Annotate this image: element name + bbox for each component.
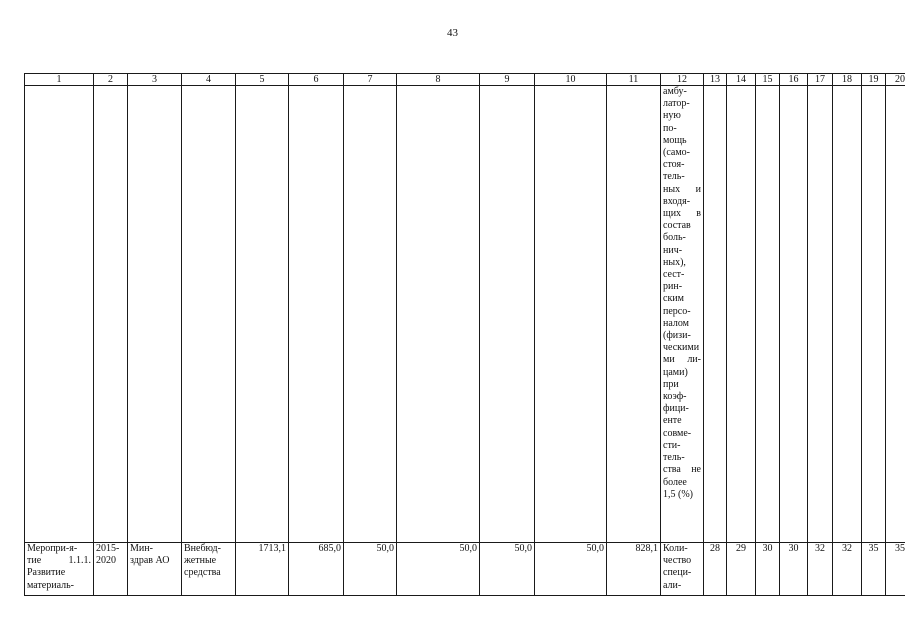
period-cell: [94, 543, 128, 596]
continuation_col12_lines-line: совме-: [663, 427, 692, 439]
column-number-19: 19: [862, 74, 886, 86]
column-number-row: [25, 74, 905, 86]
value-col-8: 50,0: [397, 543, 480, 596]
continuation_col12_lines-line: по-: [663, 122, 677, 134]
indicator-continuation: [661, 86, 704, 543]
row-indicator_lines-line: Коли-: [663, 543, 688, 554]
page-number: 43: [447, 27, 458, 39]
program-table: [24, 73, 905, 596]
value-col-11: 828,1: [607, 543, 661, 596]
value-col-6: 685,0: [289, 543, 344, 596]
cont-col-1: [25, 86, 94, 543]
continuation_col12_lines-line: енте: [663, 415, 682, 427]
funding-source-cell: [182, 543, 236, 596]
cont-col-3: [128, 86, 182, 543]
cont-col-11: [607, 86, 661, 543]
row-name_lines-line: тие 1.1.1.: [27, 555, 91, 567]
cont-col-13: [704, 86, 727, 543]
cont-col-15: [756, 86, 780, 543]
continuation_col12_lines-line: латор-: [663, 98, 690, 110]
continuation_col12_lines-line: более: [663, 476, 687, 488]
column-number-9: 9: [480, 74, 535, 86]
continuation_col12_lines-line: нич-: [663, 244, 683, 256]
target-col-14: 29: [727, 543, 756, 596]
cont-col-10: [535, 86, 607, 543]
target-col-18: 32: [833, 543, 862, 596]
indicator-cell: [661, 543, 704, 596]
continuation_col12_lines-line: (физи-: [663, 330, 691, 342]
target-col-13: 28: [704, 543, 727, 596]
column-number-13: 13: [704, 74, 727, 86]
continuation_col12_lines-line: коэф-: [663, 391, 687, 403]
cont-col-8: [397, 86, 480, 543]
value-col-10: 50,0: [535, 543, 607, 596]
continuation_col12_lines-line: ским: [663, 293, 684, 305]
target-col-17: 32: [808, 543, 833, 596]
value-col-9: 50,0: [480, 543, 535, 596]
cont-col-6: [289, 86, 344, 543]
continuation_col12_lines-line: 1,5 (%): [663, 488, 693, 500]
continuation_col12_lines-line: ческими: [663, 342, 700, 354]
column-number-1: 1: [25, 74, 94, 86]
continuation_col12_lines-line: состав: [663, 220, 691, 232]
cont-col-20: [886, 86, 905, 543]
continuation_col12_lines-line: цами): [663, 366, 688, 378]
measure-name-cell: [25, 543, 94, 596]
row-period_lines-line: 2015-: [96, 543, 120, 554]
continuation_col12_lines-line: боль-: [663, 232, 686, 244]
target-col-16: 30: [780, 543, 808, 596]
row-indicator_lines-line: специ-: [663, 567, 692, 579]
continuation_col12_lines-line: сест-: [663, 269, 685, 281]
row-period_lines-line: 2020: [96, 555, 116, 567]
cont-col-4: [182, 86, 236, 543]
column-number-10: 10: [535, 74, 607, 86]
column-number-3: 3: [128, 74, 182, 86]
column-number-2: 2: [94, 74, 128, 86]
continuation_col12_lines-line: тель-: [663, 171, 685, 183]
target-col-19: 35: [862, 543, 886, 596]
continuation_col12_lines-line: фици-: [663, 403, 689, 415]
cont-col-19: [862, 86, 886, 543]
continuation_col12_lines-line: при: [663, 378, 679, 390]
continuation_col12_lines-line: налом: [663, 317, 690, 329]
row-executor_lines-line: Мин-: [130, 543, 153, 554]
column-number-12: 12: [661, 74, 704, 86]
continuation_col12_lines-line: мощь: [663, 134, 687, 146]
continuation_col12_lines-line: ства не: [663, 464, 701, 476]
continuation_col12_lines-line: ми ли-: [663, 354, 701, 366]
continuation_col12_lines-line: ную: [663, 110, 681, 122]
measure-row: [25, 543, 905, 596]
continuation_col12_lines-line: тель-: [663, 452, 685, 464]
cont-col-16: [780, 86, 808, 543]
row-name_lines-line: материаль-: [27, 579, 75, 591]
continuation_col12_lines-line: стоя-: [663, 159, 685, 171]
cont-col-9: [480, 86, 535, 543]
column-number-17: 17: [808, 74, 833, 86]
continuation_col12_lines-line: (само-: [663, 147, 690, 159]
column-number-11: 11: [607, 74, 661, 86]
continuation_col12_lines-line: входя-: [663, 195, 691, 207]
row-source_lines-line: Внебюд-: [184, 543, 221, 554]
column-number-20: 20: [886, 74, 905, 86]
cont-col-2: [94, 86, 128, 543]
executor-cell: [128, 543, 182, 596]
target-col-20: 35: [886, 543, 905, 596]
value-col-5: 1713,1: [236, 543, 289, 596]
column-number-6: 6: [289, 74, 344, 86]
column-number-15: 15: [756, 74, 780, 86]
row-source_lines-line: жетные: [184, 555, 217, 567]
cont-col-18: [833, 86, 862, 543]
cont-col-17: [808, 86, 833, 543]
row-indicator_lines-line: чество: [663, 555, 692, 567]
continuation_col12_lines-line: ных),: [663, 256, 686, 268]
value-col-7: 50,0: [344, 543, 397, 596]
continuation_col12_lines-line: персо-: [663, 305, 691, 317]
column-number-5: 5: [236, 74, 289, 86]
cont-col-5: [236, 86, 289, 543]
column-number-8: 8: [397, 74, 480, 86]
continuation_col12_lines-line: рин-: [663, 281, 683, 293]
row-name_lines-line: Меропри-я-: [27, 543, 78, 554]
column-number-7: 7: [344, 74, 397, 86]
column-number-16: 16: [780, 74, 808, 86]
continuation_col12_lines-line: амбу-: [663, 86, 687, 97]
row-indicator_lines-line: али-: [663, 579, 682, 591]
continuation-row: [25, 86, 905, 543]
continuation_col12_lines-line: ных и: [663, 183, 701, 195]
column-number-14: 14: [727, 74, 756, 86]
column-number-18: 18: [833, 74, 862, 86]
row-source_lines-line: средства: [184, 567, 221, 579]
cont-col-7: [344, 86, 397, 543]
target-col-15: 30: [756, 543, 780, 596]
continuation_col12_lines-line: сти-: [663, 439, 681, 451]
column-number-4: 4: [182, 74, 236, 86]
row-executor_lines-line: здрав АО: [130, 555, 170, 567]
row-name_lines-line: Развитие: [27, 567, 66, 579]
continuation_col12_lines-line: щих в: [663, 208, 701, 220]
cont-col-14: [727, 86, 756, 543]
